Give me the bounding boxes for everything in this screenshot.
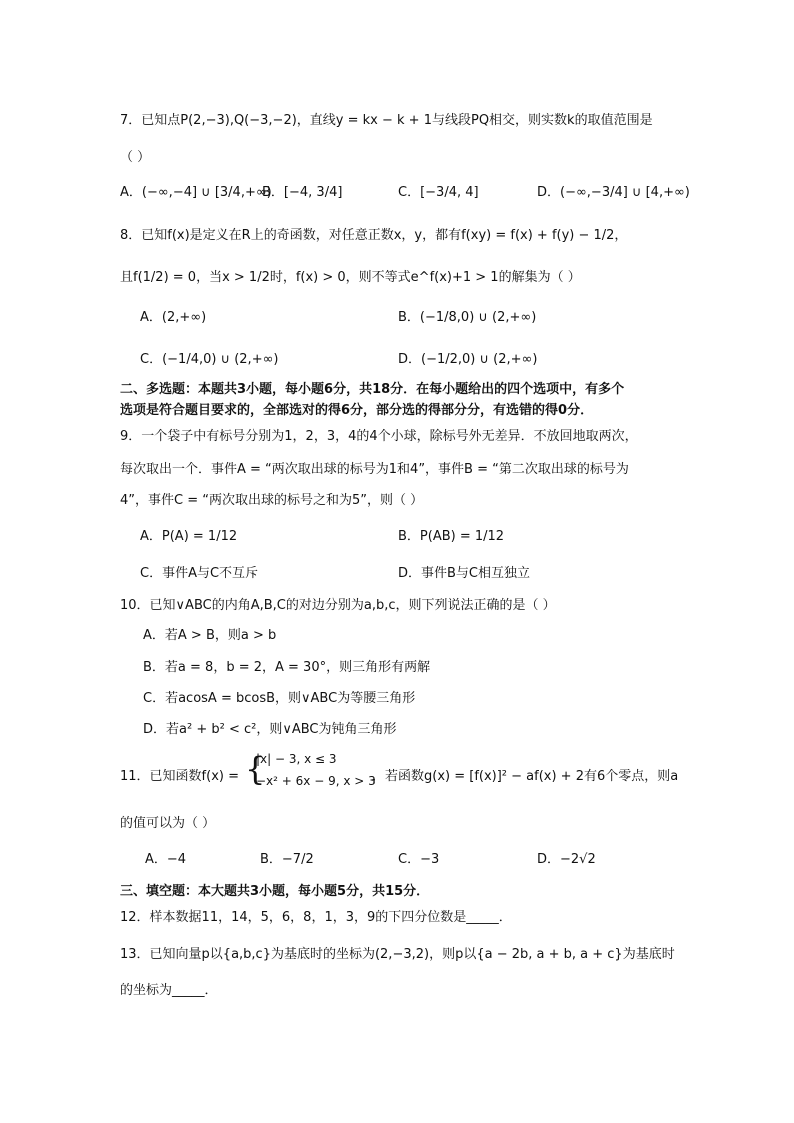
q9-option-b: B．P(AB) = 1/12 — [398, 529, 505, 544]
q7-option-b: B．[−4, 3/4] — [262, 185, 343, 200]
q9-option-a: A．P(A) = 1/12 — [140, 529, 238, 544]
q11-case-1: |x| − 3, x ≤ 3 — [256, 752, 337, 766]
q13-stem-line2: 的坐标为_____． — [120, 983, 218, 998]
q11-option-a: A．−4 — [145, 852, 187, 867]
q9-stem-line3: 4”，事件C = “两次取出球的标号之和为5”，则（ ） — [120, 493, 424, 508]
q7-stem: 7．已知点P(2,−3),Q(−3,−2)，直线y = kx − k + 1与线段PQ相交，则实数k的取值范围是 — [120, 113, 653, 128]
q9-option-d: D．事件B与C相互独立 — [398, 566, 531, 581]
q8-stem-line2: 且f(1/2) = 0，当x > 1/2时，f(x) > 0，则不等式e^f(x)+1 > 1的解集为（ ） — [120, 270, 581, 285]
section2-header-line1: 二、多选题：本题共3小题，每小题6分，共18分．在每小题给出的四个选项中，有多个 — [120, 382, 625, 397]
q7-answer-paren: （ ） — [120, 150, 151, 165]
q11-case-2: −x² + 6x − 9, x > 3 — [256, 774, 376, 788]
q10-option-a: A．若A > B，则a > b — [143, 628, 277, 643]
q8-option-b: B．(−1/8,0) ∪ (2,+∞) — [398, 310, 537, 325]
q8-option-a: A．(2,+∞) — [140, 310, 207, 325]
q11-brace: { — [245, 750, 266, 788]
q10-option-c: C．若acosA = bcosB，则∨ABC为等腰三角形 — [143, 691, 416, 706]
q12-stem: 12．样本数据11，14，5，6，8，1，3，9的下四分位数是_____． — [120, 910, 512, 925]
q9-option-c: C．事件A与C不互斥 — [140, 566, 259, 581]
q10-option-b: B．若a = 8，b = 2，A = 30°，则三角形有两解 — [143, 660, 431, 675]
q11-stem-rest: ，若函数g(x) = [f(x)]² − af(x) + 2有6个零点，则a — [372, 769, 679, 784]
q13-stem-line1: 13．已知向量p以{a,b,c}为基底时的坐标为(2,−3,2)，则p以{a − 2b, a + b, a + c}为基底时 — [120, 947, 675, 962]
q7-option-c: C．[−3/4, 4] — [398, 185, 479, 200]
q11-stem-line2: 的值可以为（ ） — [120, 816, 216, 831]
q10-stem: 10．已知∨ABC的内角A,B,C的对边分别为a,b,c，则下列说法正确的是（ ） — [120, 598, 556, 613]
q11-stem-lead: 11．已知函数f(x) = — [120, 769, 239, 784]
q7-option-a: A．(−∞,−4] ∪ [3/4,+∞) — [120, 185, 272, 200]
q7-option-d: D．(−∞,−3/4] ∪ [4,+∞) — [537, 185, 690, 200]
section3-header: 三、填空题：本大题共3小题，每小题5分，共15分． — [120, 884, 430, 899]
q10-option-d: D．若a² + b² < c²，则∨ABC为钝角三角形 — [143, 722, 397, 737]
q8-stem-line1: 8．已知f(x)是定义在R上的奇函数，对任意正数x，y，都有f(xy) = f(x) + f(y) − 1/2， — [120, 228, 628, 243]
q8-option-c: C．(−1/4,0) ∪ (2,+∞) — [140, 352, 279, 367]
q11-option-d: D．−2√2 — [537, 852, 596, 867]
q8-option-d: D．(−1/2,0) ∪ (2,+∞) — [398, 352, 538, 367]
q11-option-b: B．−7/2 — [260, 852, 314, 867]
q9-stem-line1: 9．一个袋子中有标号分别为1，2，3，4的4个小球，除标号外无差异．不放回地取两次， — [120, 429, 638, 444]
section2-header-line2: 选项是符合题目要求的，全部选对的得6分，部分选的得部分分，有选错的得0分． — [120, 403, 594, 418]
q11-option-c: C．−3 — [398, 852, 440, 867]
q9-stem-line2: 每次取出一个．事件A = “两次取出球的标号为1和4”，事件B = “第二次取出球的标号为 — [120, 462, 629, 477]
